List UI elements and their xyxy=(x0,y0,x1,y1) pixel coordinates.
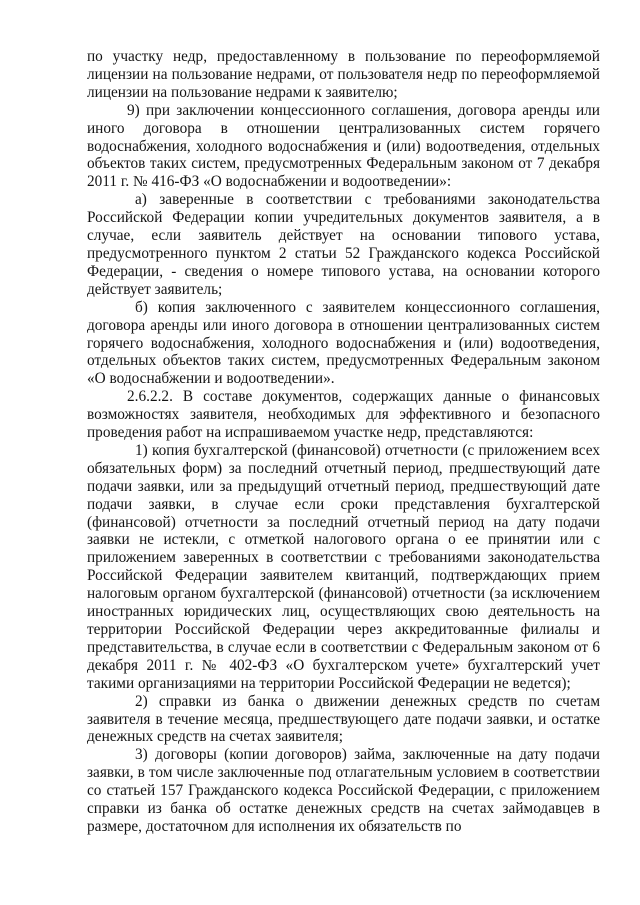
paragraph-section-2-6-2-2: 2.6.2.2. В составе документов, содержащих данные о финансовых возможностях заявителя, необходимых для эффективного и безопасного проведения работ на испрашиваемом участке недр, представляются: xyxy=(87,388,600,442)
paragraph-subitem-b: б) копия заключенного с заявителем концессионного соглашения, договора аренды или иного договора в отношении централизованных систем горячего водоснабжения, холодного водоснабжения и (или) водоотведения, отдельных объектов таких систем, предусмотренных Федеральным законом «О водоснабжении и водоотведении». xyxy=(87,298,600,388)
paragraph-item-2: 2) справки из банка о движении денежных средств по счетам заявителя в течение месяца, предшествующего дате подачи заявки, и остатке денежных средств на счетах заявителя; xyxy=(87,692,600,746)
paragraph-continuation: по участку недр, предоставленному в пользование по переоформляемой лицензии на пользование недрами, от пользователя недр по переоформляемой лицензии на пользование недрами к заявителю; xyxy=(87,48,600,101)
paragraph-item-1: 1) копия бухгалтерской (финансовой) отчетности (с приложением всех обязательных форм) за последний отчетный период, предшествующий дате подачи заявки, или за предыдущий отчетный период, предшествующий дате подачи заявки, в случае если сроки представления бухгалтерской (финансовой) отчетности за последний отчетный период на дату подачи заявки не истекли, с отметкой налогового органа о ее принятии или с приложением заверенных в соответствии с требованиями законодательства Российской Федерации заявителем квитанций, подтверждающих прием налоговым органом бухгалтерской (финансовой) отчетности (за исключением иностранных юридических лиц, осуществляющих свою деятельность на территории Российской Федерации через аккредитованные филиалы и представительства, в случае если в соответствии с Федеральным законом от 6 декабря 2011 г. № 402-ФЗ «О бухгалтерском учете» бухгалтерский учет такими организациями на территории Российской Федерации не ведется); xyxy=(87,441,600,692)
paragraph-item-3: 3) договоры (копии договоров) займа, заключенные на дату подачи заявки, в том числе заключенные под отлагательным условием в соответствии со статьей 157 Гражданского кодекса Российской Федерации, с приложением справки из банка об остатке денежных средств на счетах займодавцев в размере, достаточном для исполнения их обязательств по xyxy=(87,746,600,835)
paragraph-item-9: 9) при заключении концессионного соглашения, договора аренды или иного договора в отношении централизованных систем горячего водоснабжения, холодного водоснабжения и (или) водоотведения, отдельных объектов таких систем, предусмотренных Федеральным законом от 7 декабря 2011 г. № 416-ФЗ «О водоснабжении и водоотведении»: xyxy=(87,101,600,191)
paragraph-subitem-a: а) заверенные в соответствии с требованиями законодательства Российской Федерации копии учредительных документов заявителя, а в случае, если заявитель действует на основании типового устава, предусмотренного пунктом 2 статьи 52 Гражданского кодекса Российской Федерации, - сведения о номере типового устава, на основании которого действует заявитель; xyxy=(87,191,600,298)
